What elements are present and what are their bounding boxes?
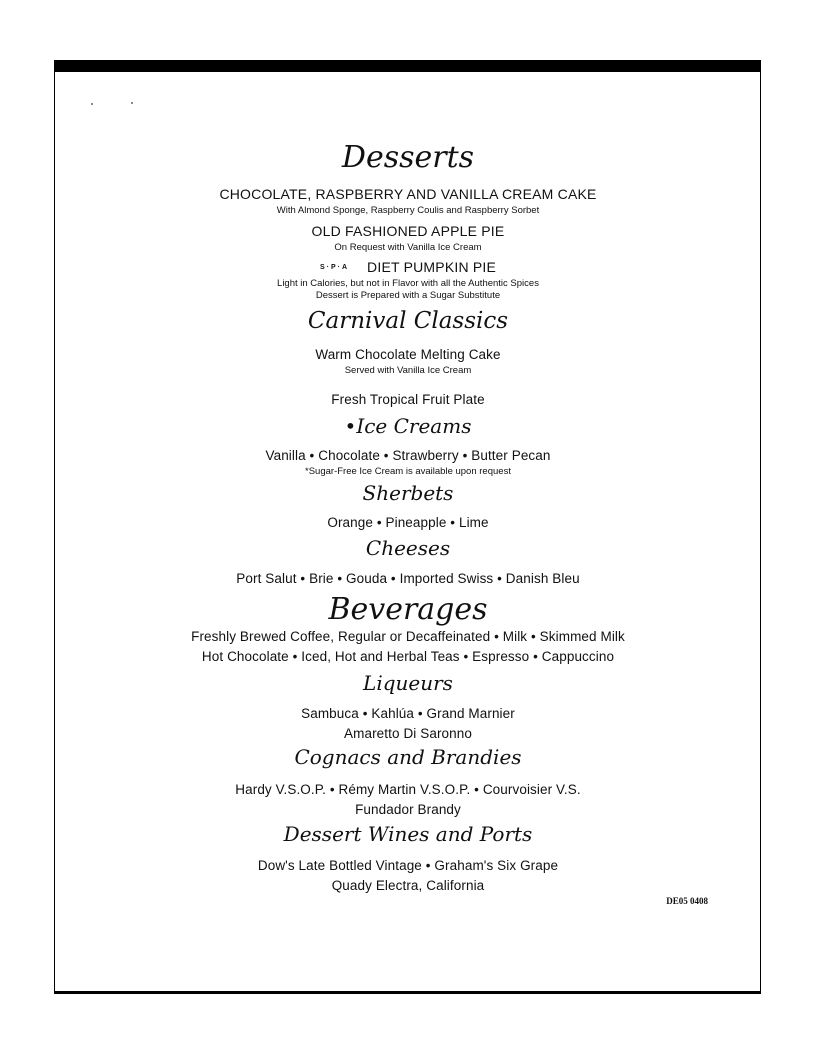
menu-line: Quady Electra, California xyxy=(331,878,485,893)
menu-item-desc: Light in Calories, but not in Flavor with all the Authentic Spices xyxy=(277,278,539,289)
spa-logo: S·P·A xyxy=(319,263,350,271)
menu-line: Hot Chocolate • Iced, Hot and Herbal Teas • Espresso • Cappuccino xyxy=(201,649,615,664)
section-heading-liqueurs: Liqueurs xyxy=(363,671,453,695)
menu-line: Vanilla • Chocolate • Strawberry • Butter Pecan xyxy=(265,448,551,463)
menu-item-name: CHOCOLATE, RASPBERRY AND VANILLA CREAM CAKE xyxy=(219,186,597,202)
section-heading-desserts: Desserts xyxy=(341,140,475,175)
menu-item-desc: Dessert is Prepared with a Sugar Substitute xyxy=(315,290,501,301)
scan-speck xyxy=(91,103,93,105)
menu-item-desc: With Almond Sponge, Raspberry Coulis and Raspberry Sorbet xyxy=(276,205,540,216)
section-heading-ice-creams: •Ice Creams xyxy=(344,414,472,438)
menu-item-spa xyxy=(0,259,816,275)
menu-line: Sambuca • Kahlúa • Grand Marnier xyxy=(301,706,515,721)
menu-item-name: OLD FASHIONED APPLE PIE xyxy=(311,223,505,239)
menu-item-name: DIET PUMPKIN PIE xyxy=(367,259,497,275)
menu-item-desc: Served with Vanilla Ice Cream xyxy=(344,365,472,376)
menu-line: Fundador Brandy xyxy=(355,802,461,817)
menu-item-desc: On Request with Vanilla Ice Cream xyxy=(334,242,482,253)
menu-note: *Sugar-Free Ice Cream is available upon request xyxy=(305,466,511,477)
section-heading-dessert-wines-and-ports: Dessert Wines and Ports xyxy=(283,822,533,846)
menu-line: Orange • Pineapple • Lime xyxy=(327,515,489,530)
menu-line: Freshly Brewed Coffee, Regular or Decaffeinated • Milk • Skimmed Milk xyxy=(191,629,625,644)
scan-speck xyxy=(131,102,133,104)
section-heading-cheeses: Cheeses xyxy=(365,536,451,560)
menu-line: Amaretto Di Saronno xyxy=(344,726,472,741)
menu-item-name: Fresh Tropical Fruit Plate xyxy=(331,392,485,407)
section-heading-sherbets: Sherbets xyxy=(362,481,454,505)
menu-item-name: Warm Chocolate Melting Cake xyxy=(315,347,501,362)
menu-line: Hardy V.S.O.P. • Rémy Martin V.S.O.P. • Courvoisier V.S. xyxy=(235,782,581,797)
menu-code: DE05 0408 xyxy=(666,896,708,906)
section-heading-carnival-classics: Carnival Classics xyxy=(307,308,509,334)
section-heading-cognacs-and-brandies: Cognacs and Brandies xyxy=(294,745,522,769)
menu-line: Dow's Late Bottled Vintage • Graham's Six Grape xyxy=(257,858,559,873)
menu-line: Port Salut • Brie • Gouda • Imported Swiss • Danish Bleu xyxy=(236,571,580,586)
section-heading-beverages: Beverages xyxy=(328,592,488,627)
